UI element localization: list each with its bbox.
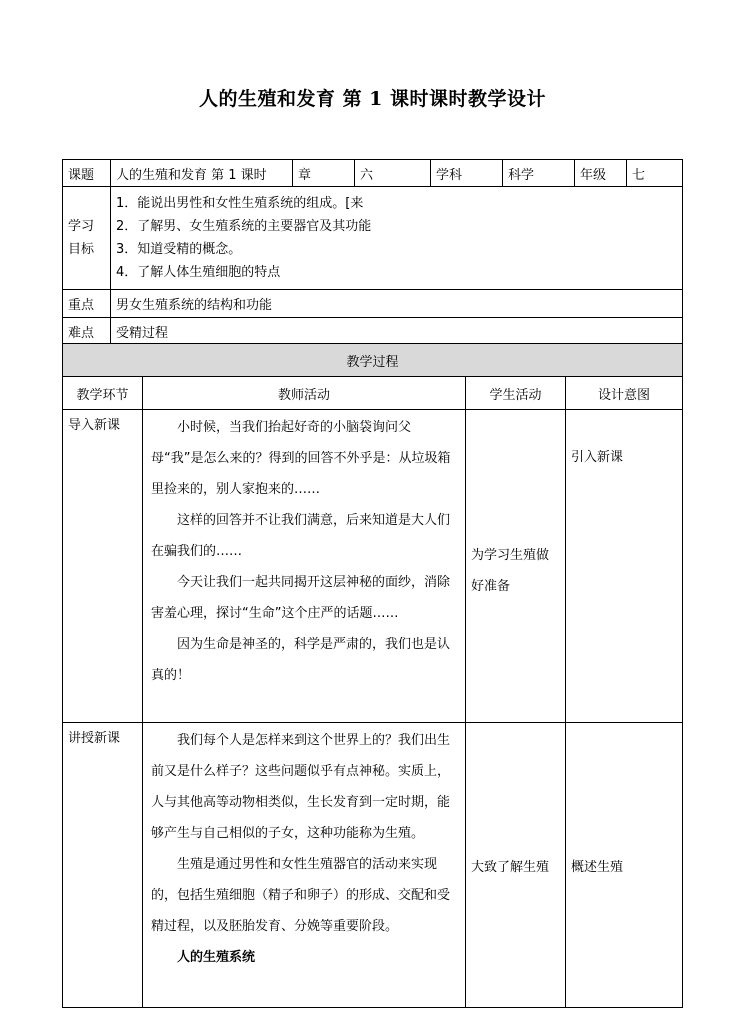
chapter-label: 章 [293, 160, 355, 187]
teacher-paragraph: 因为生命是神圣的，科学是严肃的，我们也是认真的！ [151, 637, 451, 683]
goal-item: 3．知道受精的概念。 [116, 242, 242, 257]
goals-row [63, 187, 683, 290]
teacher-paragraph: 生殖是通过男性和女性生殖器官的活动来实现的，包括生殖细胞（精子和卵子）的形成、交配和受精过程，以及胚胎发育、分娩等重要阶段。 [151, 857, 451, 934]
teacher-activity [143, 723, 466, 1008]
key-row [63, 290, 683, 318]
difficulty-value: 受精过程 [111, 318, 683, 346]
student-activity: 大致了解生殖 [466, 723, 566, 1008]
lesson-info-table [62, 159, 683, 346]
process-row [63, 410, 683, 723]
process-row [63, 723, 683, 1008]
stage-cell: 导入新课 [63, 410, 143, 723]
key-label: 重点 [63, 290, 111, 318]
design-intent: 引入新课 [566, 410, 683, 723]
column-header: 设计意图 [566, 377, 683, 410]
goal-item: 2．了解男、女生殖系统的主要器官及其功能 [116, 219, 372, 234]
student-activity: 为学习生殖做好准备 [466, 410, 566, 723]
goals-label: 学习目标 [63, 187, 111, 290]
topic-value: 人的生殖和发育 第 1 课时 [111, 160, 293, 187]
stage-cell: 讲授新课 [63, 723, 143, 1008]
subject-value: 科学 [503, 160, 575, 187]
topic-label: 课题 [63, 160, 111, 187]
chapter-value: 六 [355, 160, 431, 187]
difficulty-label: 难点 [63, 318, 111, 346]
key-value: 男女生殖系统的结构和功能 [111, 290, 683, 318]
teaching-process-table [62, 343, 683, 1008]
difficulty-row [63, 318, 683, 346]
column-header: 教师活动 [143, 377, 466, 410]
column-header: 学生活动 [466, 377, 566, 410]
subject-label: 学科 [431, 160, 503, 187]
goal-item: 1．能说出男性和女性生殖系统的组成。[来 [116, 196, 364, 211]
teacher-paragraph: 今天让我们一起共同揭开这层神秘的面纱，消除害羞心理，探讨“生命”这个庄严的话题…… [151, 575, 451, 621]
design-intent: 概述生殖 [566, 723, 683, 1008]
column-header: 教学环节 [63, 377, 143, 410]
column-header-row [63, 377, 683, 410]
goals-list [111, 187, 683, 290]
teacher-paragraph: 小时候，当我们抬起好奇的小脑袋询问父母“我”是怎么来的？得到的回答不外乎是：从垃圾箱里捡来的，别人家抱来的…… [151, 420, 451, 497]
teacher-paragraph: 我们每个人是怎样来到这个世界上的？我们出生前又是什么样子？这些问题似乎有点神秘。实质上，人与其他高等动物相类似，生长发育到一定时期，能够产生与自己相似的子女，这种功能称为生殖。 [151, 733, 451, 841]
teacher-subheading: 人的生殖系统 [177, 950, 256, 965]
teacher-activity [143, 410, 466, 723]
grade-value: 七 [627, 160, 683, 187]
topic-row [63, 160, 683, 187]
goal-item: 4．了解人体生殖细胞的特点 [116, 265, 281, 280]
grade-label: 年级 [575, 160, 627, 187]
teacher-paragraph: 这样的回答并不让我们满意，后来知道是大人们在骗我们的…… [151, 513, 451, 559]
process-header: 教学过程 [63, 344, 683, 377]
document-title: 人的生殖和发育 第 1 课时课时教学设计 [198, 88, 547, 110]
